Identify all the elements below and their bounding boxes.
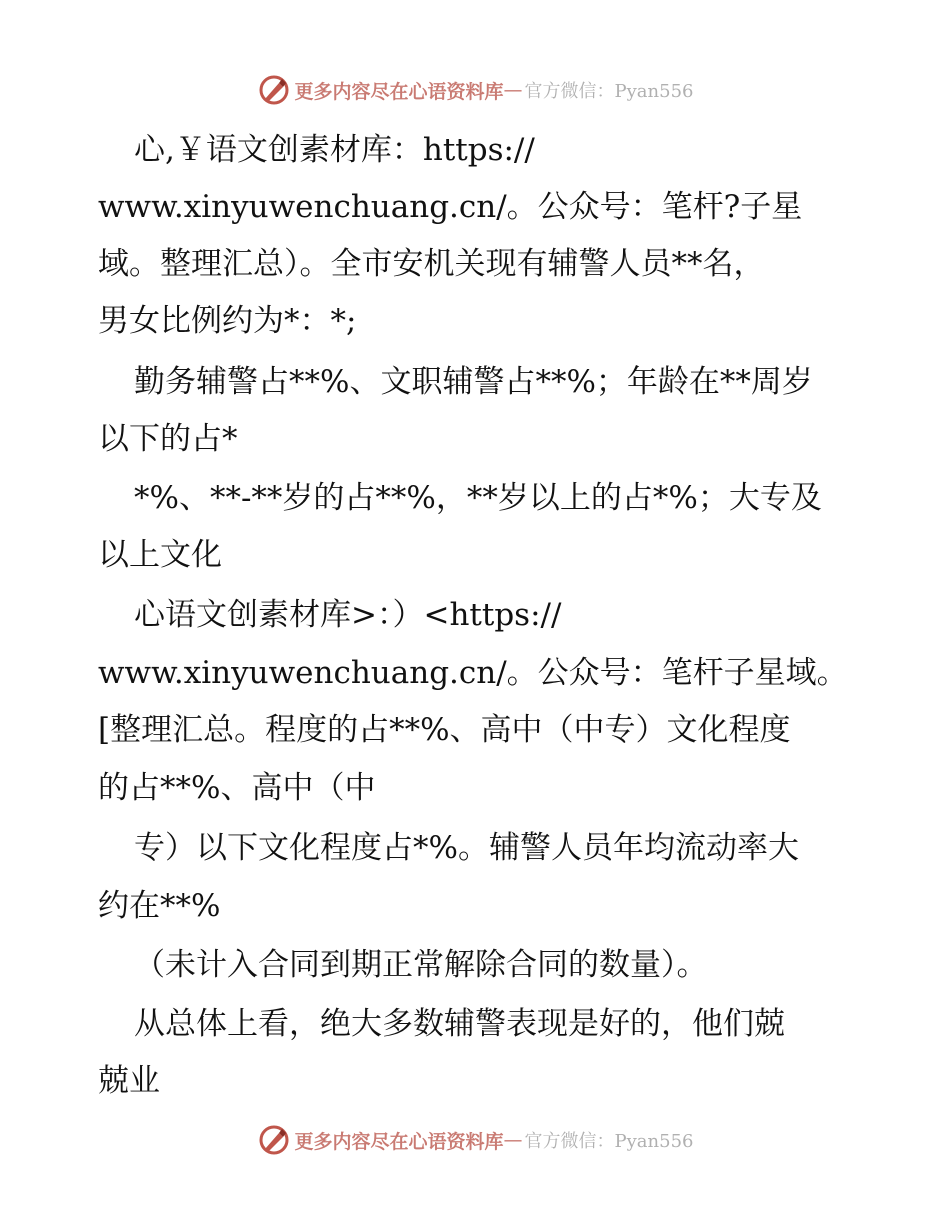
footer-watermark-banner <box>0 1120 950 1160</box>
banner-contact: 官方微信：Pyan556 <box>524 1131 694 1152</box>
pen-logo-icon <box>257 73 291 107</box>
banner-text: 更多内容尽在心语资料库 <box>294 1130 504 1153</box>
body-line: *%、**-**岁的占**%，**岁以上的占*%；大专及 <box>134 480 822 516</box>
body-line: 以下的占* <box>98 421 238 457</box>
body-line: 从总体上看，绝大多数辅警表现是好的，他们兢 <box>134 1006 785 1042</box>
body-line: 的占**%、高中（中 <box>98 770 376 806</box>
banner-contact: 官方微信：Pyan556 <box>524 81 694 102</box>
body-line: 勤务辅警占**%、文职辅警占**%；年龄在**周岁 <box>134 364 813 400</box>
body-line: 域。整理汇总）。全市安机关现有辅警人员**名， <box>98 246 765 282</box>
body-line: 心语文创素材库>：）<https:// <box>134 597 562 633</box>
header-watermark-banner <box>0 70 950 110</box>
body-line: 专）以下文化程度占*%。辅警人员年均流动率大 <box>134 830 799 866</box>
body-line: 男女比例约为*：*; <box>98 303 357 339</box>
banner-text: 更多内容尽在心语资料库 <box>294 80 504 103</box>
banner-dash: — <box>503 79 523 101</box>
banner-dash: — <box>503 1129 523 1151</box>
body-line: 心,￥语文创素材库：https:// <box>134 132 535 168</box>
body-line: www.xinyuwenchuang.cn/。公众号：笔杆?子星 <box>98 189 803 225</box>
body-line: [整理汇总。程度的占**%、高中（中专）文化程度 <box>98 712 791 748</box>
body-line: （未计入合同到期正常解除合同的数量）。 <box>134 947 708 983</box>
body-line: 约在**% <box>98 888 221 924</box>
body-line: 兢业 <box>98 1063 160 1099</box>
body-line: 以上文化 <box>98 537 222 573</box>
pen-logo-icon <box>257 1123 291 1157</box>
body-line: www.xinyuwenchuang.cn/。公众号：笔杆子星域。 <box>98 655 848 691</box>
